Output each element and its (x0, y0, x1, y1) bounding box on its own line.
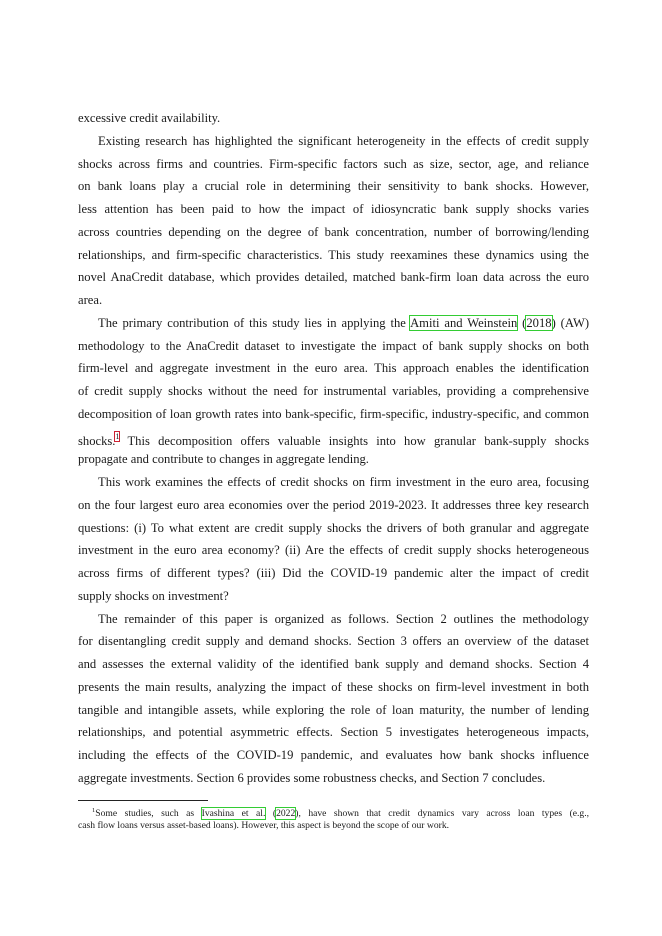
text-run: presents the main results, analyzing the impact of these shocks on firm-level investment in both (78, 679, 589, 694)
citation-link[interactable]: 2018 (526, 315, 552, 330)
paragraph (78, 107, 589, 130)
text-line (78, 426, 589, 449)
text-run: relationships, and potential asymmetric effects. Section 5 investigates heterogeneous impacts, (78, 725, 589, 740)
text-run: area. (78, 293, 103, 307)
text-run: Existing research has highlighted the significant heterogeneity in the effects of credit supply (98, 133, 589, 148)
text-run: shocks across firms and countries. Firm-specific factors such as size, sector, age, and reliance (78, 156, 589, 171)
text-run: less attention has been paid to how the impact of idiosyncratic bank supply shocks varies (78, 202, 589, 216)
text-run: supply shocks on investment? (78, 588, 229, 603)
text-run: ( (265, 808, 277, 819)
paragraph (78, 130, 589, 312)
text-run: firm-level and aggregate investment in the euro area. This approach enables the identification (78, 361, 589, 376)
text-run: methodology to the AnaCredit dataset to investigate the impact of bank supply shocks on both (78, 338, 589, 353)
text-run: investment in the euro area economy? (ii) Are the effects of credit supply shocks heterogeneous (78, 543, 589, 558)
text-line (78, 676, 589, 699)
text-run: of credit supply shocks without the need for instrumental variables, providing a comprehensive (78, 384, 589, 398)
text-run: ), have shown that credit dynamics vary across loan types (e.g., (295, 808, 590, 819)
text-line (78, 699, 589, 722)
text-run: questions: (i) To what extent are credit supply shocks the drivers of both granular and aggregate (78, 520, 589, 535)
paragraph (78, 608, 589, 790)
text-run: ) (AW) (551, 315, 590, 330)
paragraph (78, 471, 589, 608)
text-line (78, 335, 589, 358)
text-line (78, 198, 589, 221)
text-run: on bank loans play a crucial role in determining their sensitivity to bank shocks. However, (78, 179, 589, 194)
text-line (78, 471, 589, 494)
footnote-ref-link[interactable]: 1 (115, 431, 120, 441)
text-line (78, 448, 589, 471)
text-run: This work examines the effects of credit shocks on firm investment in the euro area, focusing (98, 475, 589, 489)
text-run: excessive credit availability. (78, 111, 221, 125)
text-line (78, 266, 589, 289)
footnote-divider (78, 800, 208, 801)
text-run: tangible and intangible assets, while exploring the role of loan maturity, the number of lending (78, 702, 589, 717)
text-line (78, 153, 589, 176)
footnote-line (78, 805, 589, 820)
text-run: relationships, and firm-specific characteristics. This study reexamines these dynamics using the (78, 247, 589, 262)
text-run: shocks. (78, 433, 116, 448)
footnotes (78, 805, 589, 833)
text-run: on the four largest euro area economies over the period 2019-2023. It addresses three key research (78, 497, 589, 512)
text-line (78, 130, 589, 153)
citation-link[interactable]: 2022 (276, 808, 296, 819)
text-run: across firms of different types? (iii) Did the COVID-19 pandemic alter the impact of credit (78, 566, 589, 580)
text-run: cash flow loans versus asset-based loans). However, this aspect is beyond the scope of our work. (78, 820, 450, 832)
text-line (78, 244, 589, 267)
text-line (78, 289, 589, 312)
text-run: Some studies, such as (95, 808, 202, 819)
text-run: aggregate investments. Section 6 provides some robustness checks, and Section 7 concludes. (78, 770, 546, 785)
text-line (78, 221, 589, 244)
text-run: for disentangling credit supply and demand shocks. Section 3 offers an overview of the dataset (78, 634, 589, 649)
text-line (78, 767, 589, 790)
text-line (78, 721, 589, 744)
text-line (78, 403, 589, 426)
text-line (78, 380, 589, 403)
body-text (78, 107, 589, 790)
text-line (78, 585, 589, 608)
citation-link[interactable]: Ivashina et al. (201, 808, 266, 819)
text-line (78, 630, 589, 653)
text-run: across countries depending on the degree of bank concentration, number of borrowing/lending (78, 224, 589, 239)
text-line (78, 107, 589, 130)
paragraph (78, 312, 589, 471)
text-line (78, 357, 589, 380)
text-line (78, 562, 589, 585)
text-run: novel AnaCredit database, which provides detailed, matched bank-firm loan data across the euro (78, 270, 589, 285)
text-run: propagate and contribute to changes in aggregate lending. (78, 452, 369, 467)
text-run: This decomposition offers valuable insights into how granular bank-supply shocks (119, 433, 589, 448)
text-line (78, 539, 589, 562)
text-line (78, 608, 589, 631)
text-line (78, 175, 589, 198)
text-run: The primary contribution of this study lies in applying the (98, 315, 411, 330)
text-run: and assesses the external validity of the identified bank supply and demand shocks. Section 4 (78, 657, 589, 671)
text-run: decomposition of loan growth rates into bank-specific, firm-specific, industry-specific, and common (78, 406, 589, 421)
text-run: ( (517, 315, 527, 330)
text-line (78, 517, 589, 540)
text-run: The remainder of this paper is organized as follows. Section 2 outlines the methodology (98, 611, 589, 626)
footnote-line (78, 820, 589, 832)
footnote-mark: 1 (92, 807, 96, 814)
citation-link[interactable]: Amiti and Weinstein (410, 315, 518, 330)
text-line (78, 744, 589, 767)
text-line (78, 494, 589, 517)
text-line (78, 653, 589, 676)
text-run: including the effects of the COVID-19 pandemic, and evaluates how bank shocks influence (78, 748, 589, 762)
text-line (78, 312, 589, 335)
